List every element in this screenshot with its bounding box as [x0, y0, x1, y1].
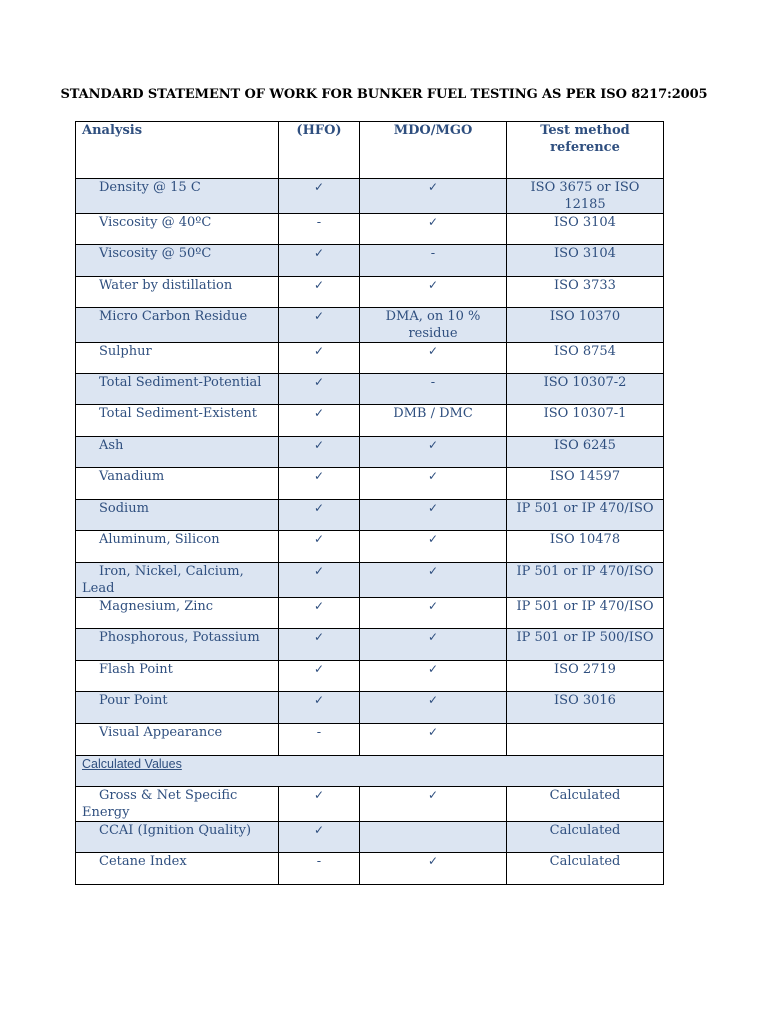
- table-row: [76, 822, 664, 853]
- checkmark-icon: ✓: [313, 180, 325, 194]
- mdo-mgo-cell: [360, 692, 507, 724]
- hfo-cell: [279, 308, 360, 343]
- checkmark-icon: ✓: [427, 344, 439, 358]
- test-method-cell-text: ISO 3104: [554, 246, 616, 261]
- table-row: [76, 374, 664, 405]
- table-row: [76, 724, 664, 756]
- table-row: [76, 629, 664, 661]
- analysis-cell: [76, 277, 279, 308]
- analysis-cell-text: Magnesium, Zinc: [99, 599, 214, 614]
- hfo-cell-text: -: [316, 215, 322, 230]
- test-method-cell-text: ISO 3675 or ISO 12185: [530, 180, 640, 212]
- analysis-cell-text: Total Sediment-Existent: [99, 406, 258, 421]
- hfo-cell: [279, 214, 360, 245]
- checkmark-icon: ✓: [313, 438, 325, 452]
- analysis-cell-text: Pour Point: [99, 693, 168, 708]
- test-method-cell-text: Calculated: [549, 823, 621, 838]
- mdo-mgo-cell-text: DMB / DMC: [393, 406, 473, 421]
- mdo-mgo-cell: [360, 308, 507, 343]
- hfo-cell: [279, 500, 360, 531]
- test-method-cell-text: Calculated: [549, 788, 621, 803]
- test-method-cell: [507, 308, 664, 343]
- document-title: STANDARD STATEMENT OF WORK FOR BUNKER FUEL TESTING AS PER ISO 8217:2005: [60, 87, 708, 102]
- checkmark-icon: ✓: [427, 180, 439, 194]
- test-method-cell-text: ISO 3016: [554, 693, 616, 708]
- test-method-cell: [507, 343, 664, 374]
- analysis-cell: [76, 374, 279, 405]
- hfo-cell: [279, 661, 360, 692]
- test-method-cell: [507, 822, 664, 853]
- test-method-cell: [507, 724, 664, 756]
- section-row-calculated-values: [76, 756, 664, 787]
- hfo-cell: [279, 405, 360, 437]
- hfo-cell-text: -: [316, 725, 322, 740]
- table-row: [76, 598, 664, 629]
- mdo-mgo-cell: [360, 179, 507, 214]
- analysis-cell: [76, 405, 279, 437]
- checkmark-icon: ✓: [427, 630, 439, 644]
- test-method-cell: [507, 563, 664, 598]
- hfo-cell: [279, 629, 360, 661]
- mdo-mgo-cell: [360, 245, 507, 277]
- checkmark-icon: ✓: [313, 823, 325, 837]
- mdo-mgo-cell: [360, 468, 507, 500]
- checkmark-icon: ✓: [313, 788, 325, 802]
- mdo-mgo-cell: [360, 598, 507, 629]
- mdo-mgo-cell: [360, 787, 507, 822]
- analysis-cell-text: Phosphorous, Potassium: [99, 630, 260, 645]
- checkmark-icon: ✓: [313, 344, 325, 358]
- table-row: [76, 692, 664, 724]
- checkmark-icon: ✓: [313, 662, 325, 676]
- analysis-cell-text: Iron, Nickel, Calcium, Lead: [82, 564, 244, 596]
- hfo-cell: [279, 787, 360, 822]
- checkmark-icon: ✓: [427, 564, 439, 578]
- test-method-cell: [507, 500, 664, 531]
- analysis-cell: [76, 598, 279, 629]
- analysis-cell: [76, 500, 279, 531]
- analysis-cell-text: Water by distillation: [99, 278, 233, 293]
- checkmark-icon: ✓: [313, 599, 325, 613]
- test-method-cell: [507, 277, 664, 308]
- analysis-cell-text: Viscosity @ 40ºC: [99, 215, 212, 230]
- hfo-cell: [279, 343, 360, 374]
- hfo-cell: [279, 563, 360, 598]
- table-row: [76, 531, 664, 563]
- test-method-cell-text: ISO 3104: [554, 215, 616, 230]
- test-method-cell-text: ISO 14597: [549, 469, 621, 484]
- mdo-mgo-cell: [360, 563, 507, 598]
- analysis-cell-text: Viscosity @ 50ºC: [99, 246, 212, 261]
- table-row: [76, 787, 664, 822]
- table-row: [76, 500, 664, 531]
- mdo-mgo-cell: [360, 374, 507, 405]
- mdo-mgo-cell: [360, 822, 507, 853]
- section-label: Calculated Values: [76, 756, 664, 787]
- checkmark-icon: ✓: [313, 630, 325, 644]
- test-method-cell-text: IP 501 or IP 470/ISO: [516, 501, 654, 516]
- table-row: [76, 563, 664, 598]
- test-method-cell-text: IP 501 or IP 500/ISO: [516, 630, 654, 645]
- mdo-mgo-cell: [360, 277, 507, 308]
- analysis-cell: [76, 822, 279, 853]
- table-row: [76, 179, 664, 214]
- table-row: [76, 405, 664, 437]
- test-method-cell: [507, 405, 664, 437]
- analysis-cell-text: Gross & Net Specific Energy: [82, 788, 238, 820]
- analysis-cell-text: Visual Appearance: [99, 725, 223, 740]
- mdo-mgo-cell: [360, 500, 507, 531]
- hfo-cell: [279, 468, 360, 500]
- header-test-method: Test method reference: [507, 122, 664, 179]
- mdo-mgo-cell: [360, 629, 507, 661]
- hfo-cell: [279, 724, 360, 756]
- hfo-cell: [279, 437, 360, 468]
- hfo-cell: [279, 245, 360, 277]
- checkmark-icon: ✓: [313, 532, 325, 546]
- analysis-cell-text: Sulphur: [99, 344, 152, 359]
- checkmark-icon: ✓: [313, 501, 325, 515]
- header-analysis: Analysis: [76, 122, 279, 179]
- analysis-cell: [76, 437, 279, 468]
- test-method-cell-text: ISO 8754: [554, 344, 616, 359]
- checkmark-icon: ✓: [313, 469, 325, 483]
- table-row: [76, 308, 664, 343]
- table-header-row: [76, 122, 664, 179]
- mdo-mgo-cell: [360, 405, 507, 437]
- test-method-cell: [507, 437, 664, 468]
- analysis-cell-text: Flash Point: [99, 662, 173, 677]
- mdo-mgo-cell: [360, 724, 507, 756]
- analysis-cell-text: Cetane Index: [99, 854, 187, 869]
- checkmark-icon: ✓: [313, 564, 325, 578]
- hfo-cell: [279, 374, 360, 405]
- analysis-cell: [76, 308, 279, 343]
- analysis-cell: [76, 661, 279, 692]
- checkmark-icon: ✓: [313, 278, 325, 292]
- checkmark-icon: ✓: [427, 693, 439, 707]
- table-row: [76, 245, 664, 277]
- analysis-cell-text: Density @ 15 C: [99, 180, 201, 195]
- test-method-cell-text: ISO 6245: [554, 438, 616, 453]
- test-method-cell: [507, 598, 664, 629]
- test-method-cell-text: ISO 10478: [549, 532, 621, 547]
- test-method-cell: [507, 661, 664, 692]
- analysis-cell: [76, 629, 279, 661]
- table-row: [76, 853, 664, 885]
- test-method-cell: [507, 245, 664, 277]
- checkmark-icon: ✓: [313, 406, 325, 420]
- mdo-mgo-cell: [360, 343, 507, 374]
- test-method-cell: [507, 179, 664, 214]
- analysis-cell: [76, 179, 279, 214]
- test-method-cell-text: IP 501 or IP 470/ISO: [516, 564, 654, 579]
- table-row: [76, 343, 664, 374]
- checkmark-icon: ✓: [427, 501, 439, 515]
- analysis-cell: [76, 531, 279, 563]
- analysis-cell: [76, 853, 279, 885]
- analysis-cell-text: Total Sediment-Potential: [99, 375, 262, 390]
- analysis-cell-text: CCAI (Ignition Quality): [99, 823, 252, 838]
- hfo-cell-text: -: [316, 854, 322, 869]
- analysis-cell: [76, 692, 279, 724]
- hfo-cell: [279, 179, 360, 214]
- test-method-cell-text: ISO 10307-1: [543, 406, 627, 421]
- table-row: [76, 468, 664, 500]
- mdo-mgo-cell: [360, 437, 507, 468]
- checkmark-icon: ✓: [427, 854, 439, 868]
- analysis-cell: [76, 724, 279, 756]
- analysis-cell-text: Sodium: [99, 501, 149, 516]
- test-method-cell: [507, 692, 664, 724]
- fuel-testing-table: [75, 121, 664, 885]
- test-method-cell-text: ISO 10370: [549, 309, 621, 324]
- analysis-cell: [76, 245, 279, 277]
- mdo-mgo-cell: [360, 531, 507, 563]
- hfo-cell: [279, 531, 360, 563]
- mdo-mgo-cell: [360, 853, 507, 885]
- analysis-cell: [76, 214, 279, 245]
- checkmark-icon: ✓: [427, 532, 439, 546]
- mdo-mgo-cell: [360, 661, 507, 692]
- table-row: [76, 437, 664, 468]
- checkmark-icon: ✓: [427, 215, 439, 229]
- analysis-cell-text: Micro Carbon Residue: [99, 309, 248, 324]
- checkmark-icon: ✓: [313, 309, 325, 323]
- test-method-cell-text: ISO 2719: [554, 662, 616, 677]
- analysis-cell: [76, 343, 279, 374]
- test-method-cell-text: Calculated: [549, 854, 621, 869]
- test-method-cell: [507, 468, 664, 500]
- checkmark-icon: ✓: [427, 662, 439, 676]
- analysis-cell-text: Aluminum, Silicon: [99, 532, 220, 547]
- checkmark-icon: ✓: [313, 246, 325, 260]
- header-hfo: (HFO): [279, 122, 360, 179]
- checkmark-icon: ✓: [313, 375, 325, 389]
- checkmark-icon: ✓: [427, 278, 439, 292]
- header-mdo-mgo: MDO/MGO: [360, 122, 507, 179]
- analysis-cell-text: Vanadium: [99, 469, 165, 484]
- table-row: [76, 661, 664, 692]
- analysis-cell-text: Ash: [99, 438, 124, 453]
- hfo-cell: [279, 692, 360, 724]
- test-method-cell: [507, 629, 664, 661]
- analysis-cell: [76, 787, 279, 822]
- table-row: [76, 214, 664, 245]
- test-method-cell-text: ISO 10307-2: [543, 375, 627, 390]
- checkmark-icon: ✓: [427, 725, 439, 739]
- mdo-mgo-cell-text: -: [430, 375, 436, 390]
- hfo-cell: [279, 598, 360, 629]
- test-method-cell: [507, 853, 664, 885]
- test-method-cell-text: IP 501 or IP 470/ISO: [516, 599, 654, 614]
- checkmark-icon: ✓: [427, 788, 439, 802]
- checkmark-icon: ✓: [427, 469, 439, 483]
- checkmark-icon: ✓: [313, 693, 325, 707]
- test-method-cell: [507, 787, 664, 822]
- hfo-cell: [279, 853, 360, 885]
- mdo-mgo-cell-text: -: [430, 246, 436, 261]
- hfo-cell: [279, 822, 360, 853]
- test-method-cell: [507, 214, 664, 245]
- test-method-cell: [507, 531, 664, 563]
- hfo-cell: [279, 277, 360, 308]
- analysis-cell: [76, 468, 279, 500]
- mdo-mgo-cell: [360, 214, 507, 245]
- table-row: [76, 277, 664, 308]
- test-method-cell: [507, 374, 664, 405]
- checkmark-icon: ✓: [427, 438, 439, 452]
- analysis-cell: [76, 563, 279, 598]
- checkmark-icon: ✓: [427, 599, 439, 613]
- test-method-cell-text: ISO 3733: [554, 278, 616, 293]
- mdo-mgo-cell-text: DMA, on 10 % residue: [385, 309, 481, 341]
